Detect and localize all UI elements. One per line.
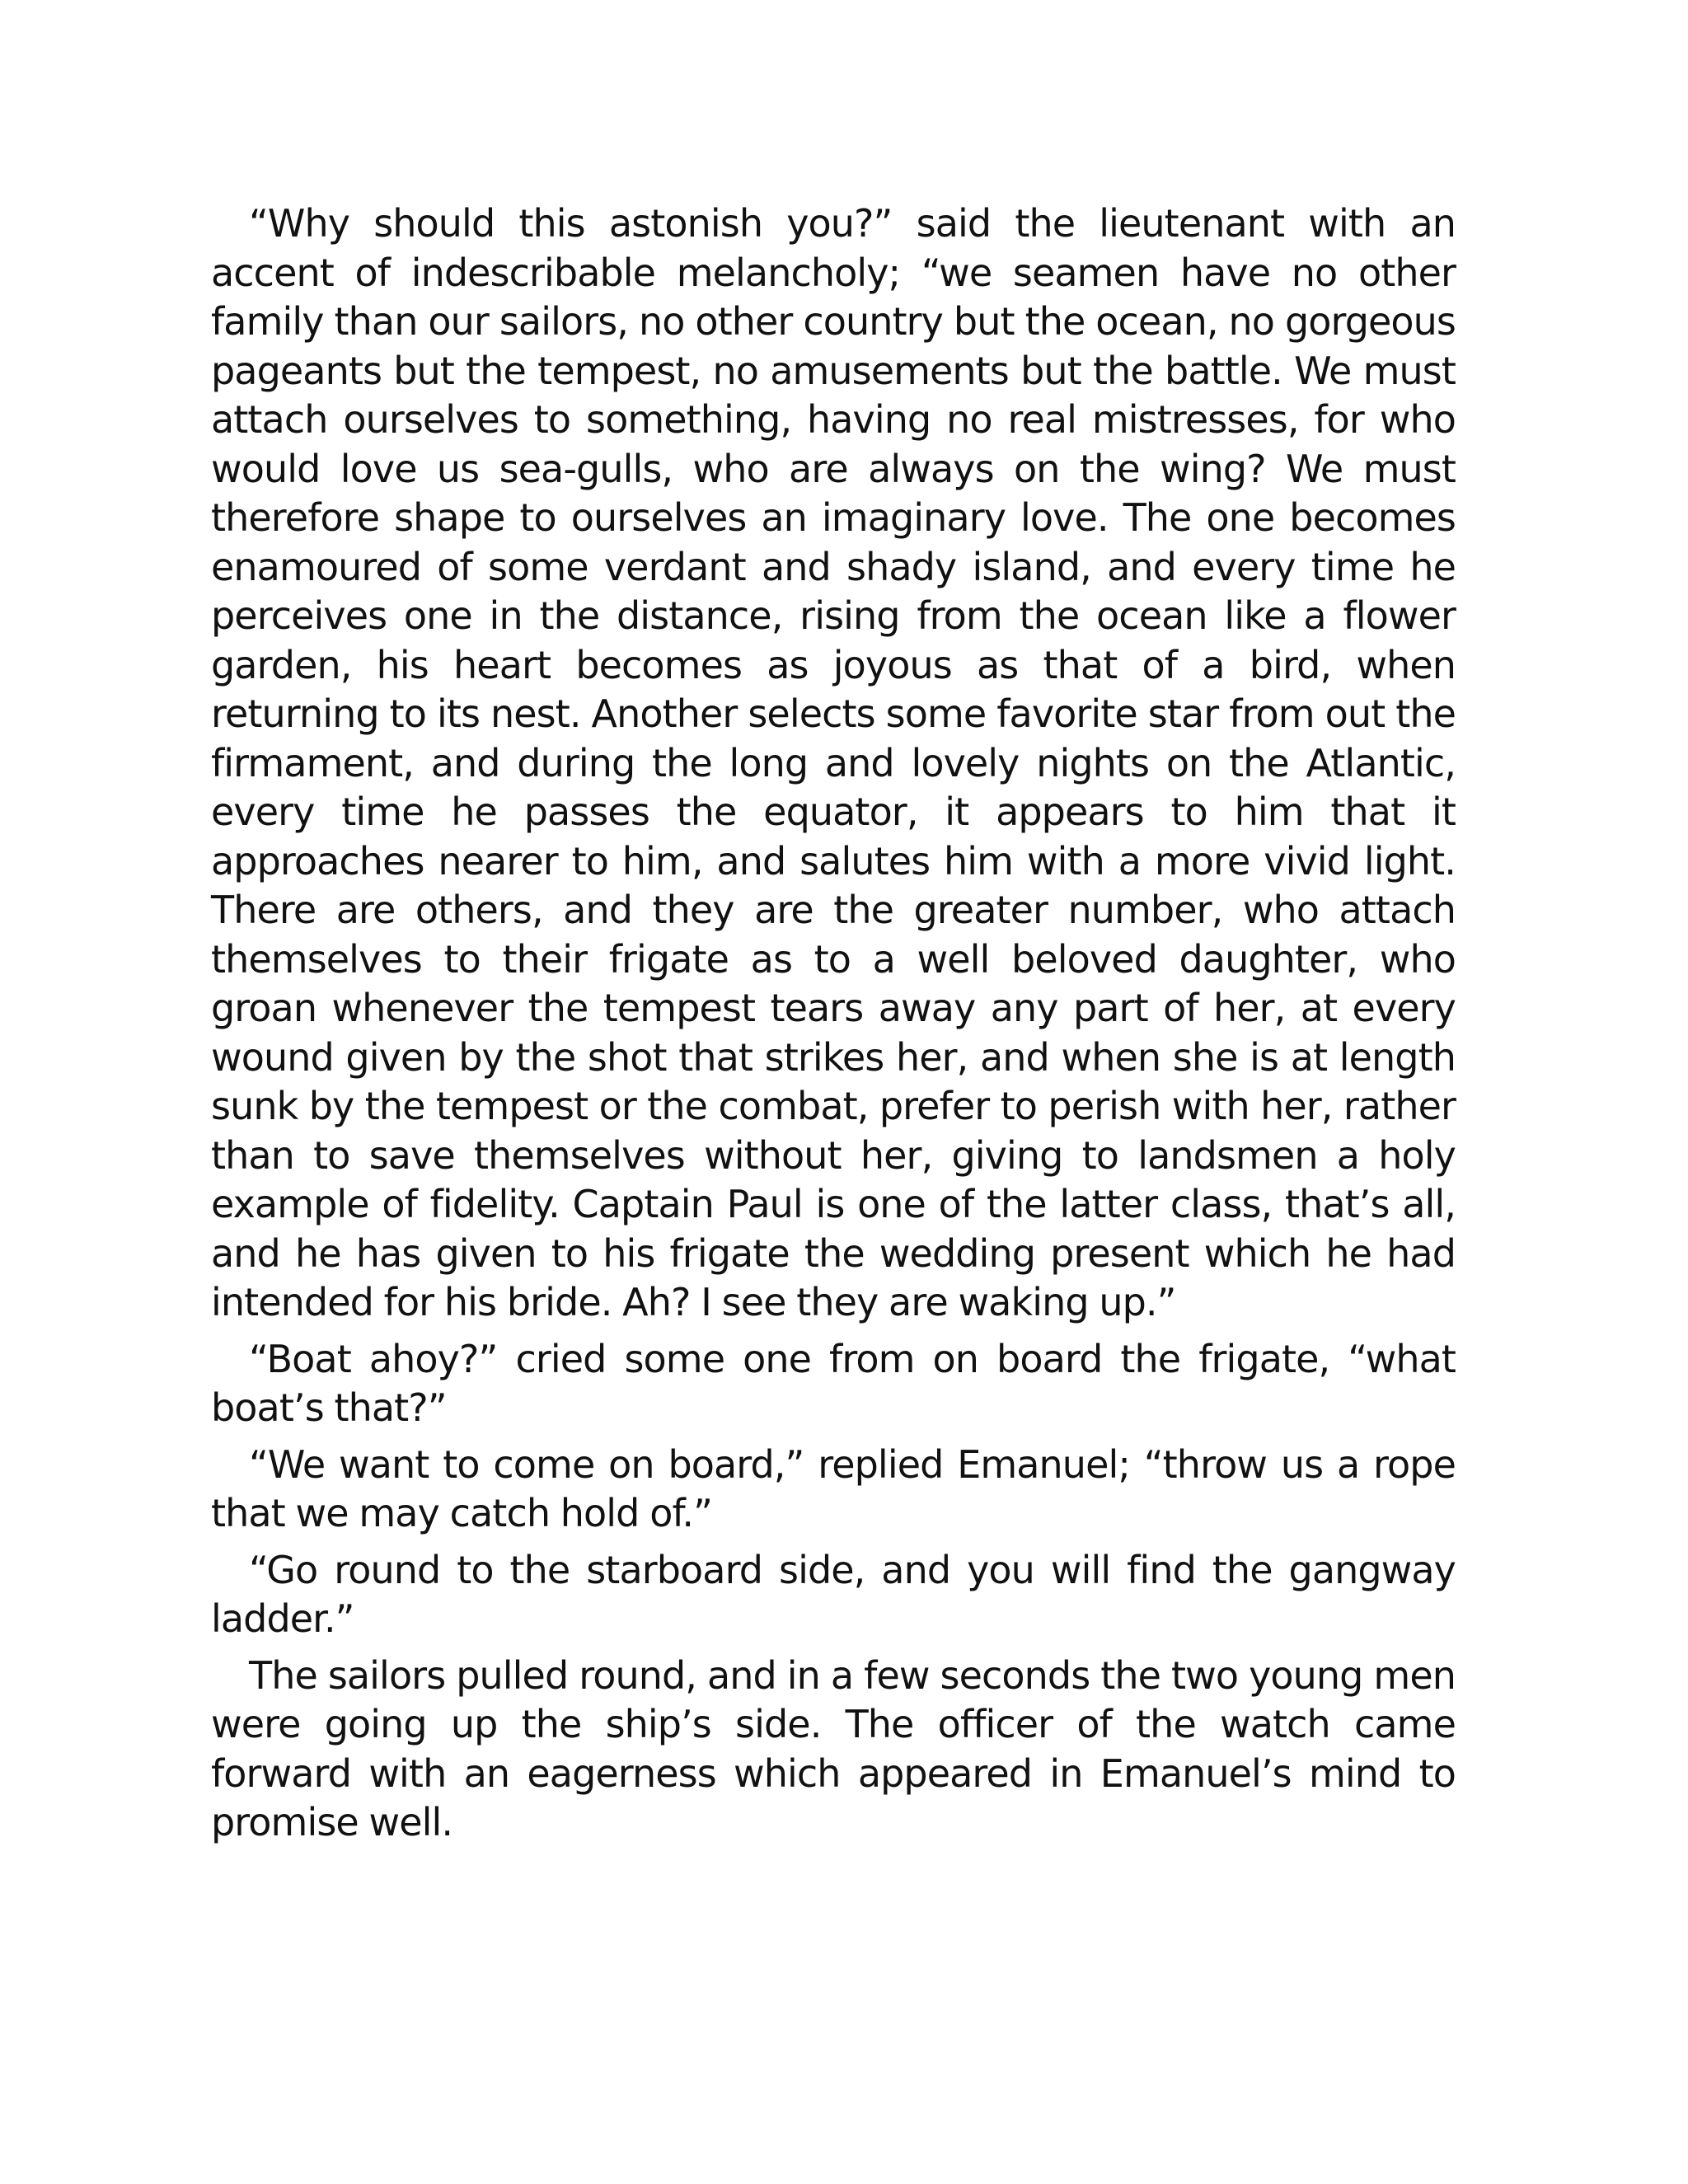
paragraph-emanuel-reply: “We want to come on board,” replied Emanuel; “throw us a rope that we may catch hold of.” (211, 1441, 1456, 1535)
paragraph-lieutenant-speech: “Why should this astonish you?” said the lieutenant with an accent of indescribable melancholy; “we seamen have no other family than our sailors, no other country but the ocean, no gorgeous pageants but the tempest, no amusements but the battle. We must attach ourselves to something, having no real mistresses, for who would love us sea-gulls, who are always on the wing? We must therefore shape to ourselves an imaginary love. The one becomes enamoured of some verdant and shady island, and every time he perceives one in the distance, rising from the ocean like a flower garden, his heart becomes as joyous as that of a bird, when returning to its nest. Another selects some favorite star from out the firmament, and during the long and lovely nights on the Atlantic, every time he passes the equator, it appears to him that it approaches nearer to him, and salutes him with a more vivid light. There are others, and they are the greater number, who attach themselves to their frigate as to a well beloved daughter, who groan whenever the tempest tears away any part of her, at every wound given by the shot that strikes her, and when she is at length sunk by the tempest or the combat, prefer to perish with her, rather than to save themselves without her, giving to landsmen a holy example of fidelity. Captain Paul is one of the latter class, that’s all, and he has given to his frigate the wedding present which he had intended for his bride. Ah? I see they are waking up.” (211, 201, 1456, 1324)
paragraph-boarding: The sailors pulled round, and in a few seconds the two young men were going up the ship’s side. The officer of the watch came forward with an eagerness which appeared in Emanuel’s mind to promise well. (211, 1652, 1456, 1844)
page-text (211, 199, 1456, 1855)
paragraph-starboard-instruction: “Go round to the starboard side, and you will find the gangway ladder.” (211, 1547, 1456, 1641)
paragraph-boat-ahoy: “Boat ahoy?” cried some one from on board the frigate, “what boat’s that?” (211, 1336, 1456, 1430)
